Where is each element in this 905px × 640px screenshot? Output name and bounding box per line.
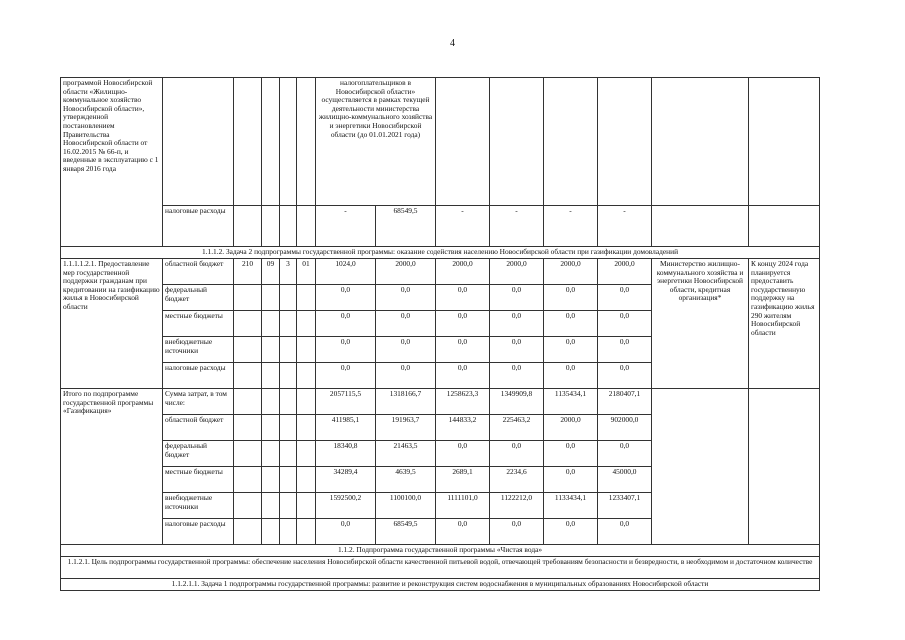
value-cell: 2689,1	[436, 467, 490, 493]
table-row	[61, 78, 820, 206]
value-cell: 0,0	[598, 441, 652, 467]
table-cell	[749, 78, 820, 206]
code-cell	[262, 311, 280, 337]
value-cell: 2000,0	[490, 259, 544, 285]
value-cell: 0,0	[544, 467, 598, 493]
source-label: внебюджетные источники	[163, 337, 234, 363]
code-cell	[280, 311, 297, 337]
value-cell: 0,0	[376, 337, 436, 363]
value-cell: -	[436, 206, 490, 247]
value-cell: 1024,0	[316, 259, 376, 285]
value-cell: 68549,5	[376, 519, 436, 545]
value-cell: -	[598, 206, 652, 247]
source-label: налоговые расходы	[163, 519, 234, 545]
note-text: налогоплательщиков в Новосибирской области» осуществляется в рамках текущей деятельности министерства жилищно-коммунального хозяйства и энергетики Новосибирской области (до 01.01.2021 года)	[316, 78, 436, 206]
value-cell: 225463,2	[490, 415, 544, 441]
table-cell	[280, 493, 297, 519]
value-cell: 0,0	[490, 363, 544, 389]
value-cell: 2234,6	[490, 467, 544, 493]
table-cell	[280, 389, 297, 415]
value-cell: 0,0	[376, 285, 436, 311]
table-cell	[652, 389, 749, 545]
table-cell	[262, 415, 280, 441]
value-cell: 0,0	[436, 363, 490, 389]
table-cell	[297, 519, 316, 545]
value-cell: 0,0	[316, 285, 376, 311]
table-cell	[262, 206, 280, 247]
value-cell: 0,0	[544, 519, 598, 545]
code-cell	[297, 285, 316, 311]
table-cell	[749, 389, 820, 545]
table-cell	[598, 78, 652, 206]
code-cell	[262, 285, 280, 311]
value-cell: 0,0	[544, 311, 598, 337]
table-cell	[544, 78, 598, 206]
value-cell: 2000,0	[544, 259, 598, 285]
table-cell	[280, 441, 297, 467]
table-cell	[297, 389, 316, 415]
table-cell	[262, 78, 280, 206]
measure-name: 1.1.1.1.2.1. Предоставление мер государственной поддержки гражданам при кредитовании на газификацию жилья в Новосибирской области	[61, 259, 163, 389]
value-cell: 0,0	[316, 311, 376, 337]
code-cell	[262, 363, 280, 389]
value-cell: 21463,5	[376, 441, 436, 467]
table-cell	[234, 519, 262, 545]
table-cell	[262, 441, 280, 467]
source-label: федеральный бюджет	[163, 285, 234, 311]
source-label: налоговые расходы	[163, 363, 234, 389]
value-cell: 0,0	[598, 285, 652, 311]
table-cell	[280, 467, 297, 493]
code-cell	[297, 363, 316, 389]
value-cell: 1111101,0	[436, 493, 490, 519]
value-cell: 0,0	[316, 337, 376, 363]
value-cell: 1349909,8	[490, 389, 544, 415]
table-row	[61, 247, 820, 259]
source-label: областной бюджет	[163, 415, 234, 441]
value-cell: -	[490, 206, 544, 247]
value-cell: 2000,0	[544, 415, 598, 441]
value-cell: 0,0	[598, 519, 652, 545]
source-label: местные бюджеты	[163, 467, 234, 493]
table-row	[61, 557, 820, 579]
value-cell: 68549,5	[376, 206, 436, 247]
task-heading: 1.1.2.1.1. Задача 1 подпрограммы государственной программы: развитие и реконструкция систем водоснабжения в муниципальных образованиях Новосибирской области	[61, 579, 820, 591]
executor-cell: Министерство жилищно-коммунального хозяйства и энергетики Новосибирской области, кредитная организация*	[652, 259, 749, 389]
value-cell: 0,0	[490, 311, 544, 337]
code-cell	[262, 337, 280, 363]
code-cell	[280, 363, 297, 389]
table-cell	[262, 519, 280, 545]
value-cell: 902000,0	[598, 415, 652, 441]
code-cell	[234, 285, 262, 311]
table-cell	[436, 78, 490, 206]
table-cell	[262, 389, 280, 415]
value-cell: 1318166,7	[376, 389, 436, 415]
value-cell: 4639,5	[376, 467, 436, 493]
source-label: внебюджетные источники	[163, 493, 234, 519]
table-cell	[234, 78, 262, 206]
value-cell: 2000,0	[376, 259, 436, 285]
section-heading: 1.1.1.2. Задача 2 подпрограммы государственной программы: оказание содействия населению Новосибирской области при газификации домовладений	[61, 247, 820, 259]
code-cell	[297, 311, 316, 337]
table-cell	[234, 441, 262, 467]
value-cell: -	[316, 206, 376, 247]
value-cell: 2000,0	[598, 259, 652, 285]
value-cell: 0,0	[544, 441, 598, 467]
value-cell: 0,0	[490, 285, 544, 311]
value-cell: -	[544, 206, 598, 247]
source-label: федеральный бюджет	[163, 441, 234, 467]
value-cell: 1133434,1	[544, 493, 598, 519]
goal-heading: 1.1.2.1. Цель подпрограммы государственной программы: обеспечение населения Новосибирской области качественной питьевой водой, отвечающей требованиям безопасности и безвредности, в необходимом и достаточном количестве	[61, 557, 820, 579]
budget-table	[60, 77, 820, 591]
table-cell	[297, 493, 316, 519]
value-cell: 0,0	[436, 285, 490, 311]
value-cell: 2180407,1	[598, 389, 652, 415]
code-cell: 01	[297, 259, 316, 285]
table-cell	[490, 78, 544, 206]
value-cell: 0,0	[436, 337, 490, 363]
value-cell: 1258623,3	[436, 389, 490, 415]
table-cell	[262, 493, 280, 519]
table-cell	[297, 78, 316, 206]
table-cell	[262, 467, 280, 493]
value-cell: 0,0	[490, 337, 544, 363]
table-cell	[280, 415, 297, 441]
code-cell: 3	[280, 259, 297, 285]
value-cell: 0,0	[436, 311, 490, 337]
table-cell	[234, 415, 262, 441]
value-cell: 0,0	[490, 441, 544, 467]
value-cell: 0,0	[316, 363, 376, 389]
table-cell	[297, 441, 316, 467]
value-cell: 1122212,0	[490, 493, 544, 519]
value-cell: 1592500,2	[316, 493, 376, 519]
code-cell: 210	[234, 259, 262, 285]
value-cell: 0,0	[490, 519, 544, 545]
value-cell: 18340,8	[316, 441, 376, 467]
value-cell: 0,0	[436, 519, 490, 545]
code-cell: 09	[262, 259, 280, 285]
table-cell	[297, 467, 316, 493]
page-number: 4	[450, 38, 455, 49]
value-cell: 0,0	[598, 337, 652, 363]
value-cell: 0,0	[376, 363, 436, 389]
value-cell: 144833,2	[436, 415, 490, 441]
code-cell	[297, 337, 316, 363]
code-cell	[280, 285, 297, 311]
value-cell: 1100100,0	[376, 493, 436, 519]
value-cell: 0,0	[598, 311, 652, 337]
table-row	[61, 259, 820, 285]
value-cell: 45000,0	[598, 467, 652, 493]
table-cell	[163, 78, 234, 206]
value-cell: 1233407,1	[598, 493, 652, 519]
value-cell: 0,0	[544, 285, 598, 311]
code-cell	[234, 337, 262, 363]
measure-description: программой Новосибирской области «Жилищно-коммунальное хозяйство Новосибирской области», утвержденной постановлением Правительства Новосибирской области от 16.02.2015 № 66-п, и введенные в эксплуатацию с 1 января 2016 года	[61, 78, 163, 247]
subprogram-heading: 1.1.2. Подпрограмма государственной программы «Чистая вода»	[61, 545, 820, 557]
table-row	[61, 579, 820, 591]
value-cell: 0,0	[376, 311, 436, 337]
table-cell	[297, 415, 316, 441]
table-cell	[234, 389, 262, 415]
value-cell: 0,0	[598, 363, 652, 389]
value-cell: 0,0	[316, 519, 376, 545]
source-label: местные бюджеты	[163, 311, 234, 337]
table-cell	[652, 78, 749, 206]
source-label: областной бюджет	[163, 259, 234, 285]
value-cell: 2057115,5	[316, 389, 376, 415]
total-label: Итого по подпрограмме государственной программы «Газификация»	[61, 389, 163, 545]
result-cell: К концу 2024 года планируется предоставить государственную поддержку на газификацию жилья 290 жителям Новосибирской области	[749, 259, 820, 389]
value-cell: 0,0	[544, 363, 598, 389]
table-row	[61, 206, 820, 247]
code-cell	[234, 363, 262, 389]
table-cell	[280, 78, 297, 206]
table-cell	[749, 206, 820, 247]
table-cell	[297, 206, 316, 247]
code-cell	[280, 337, 297, 363]
source-label: Сумма затрат, в том числе:	[163, 389, 234, 415]
value-cell: 2000,0	[436, 259, 490, 285]
table-cell	[280, 206, 297, 247]
value-cell: 191963,7	[376, 415, 436, 441]
value-cell: 0,0	[436, 441, 490, 467]
table-cell	[234, 493, 262, 519]
value-cell: 1135434,1	[544, 389, 598, 415]
value-cell: 34289,4	[316, 467, 376, 493]
code-cell	[234, 311, 262, 337]
table-row	[61, 545, 820, 557]
value-cell: 411985,1	[316, 415, 376, 441]
table-cell	[234, 467, 262, 493]
table-row	[61, 389, 820, 415]
table-cell	[280, 519, 297, 545]
table-cell	[652, 206, 749, 247]
source-label: налоговые расходы	[163, 206, 234, 247]
value-cell: 0,0	[544, 337, 598, 363]
table-cell	[234, 206, 262, 247]
